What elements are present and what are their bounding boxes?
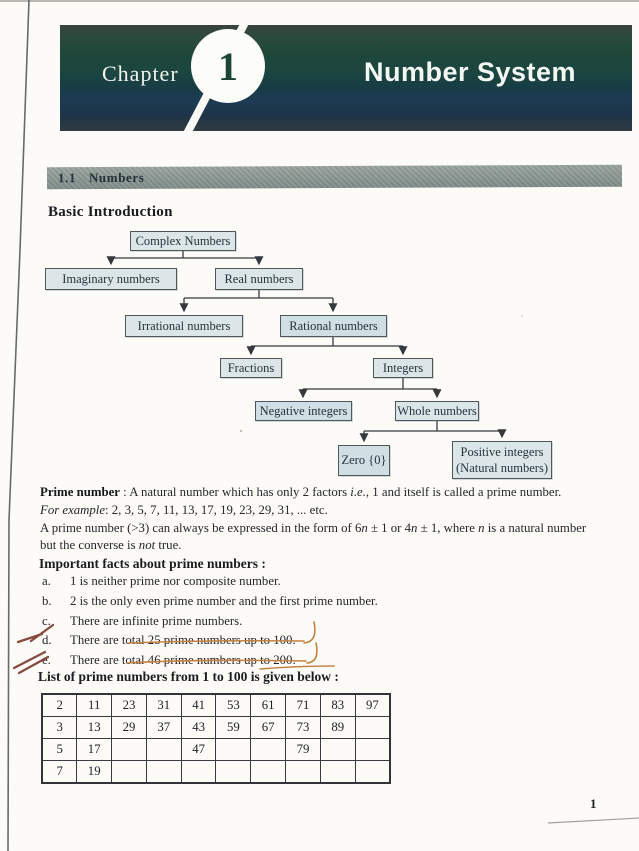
prime-cell: 89 xyxy=(320,717,355,739)
prime-cell xyxy=(355,717,390,739)
prime-cell: 43 xyxy=(181,717,216,739)
prime-cell xyxy=(146,761,181,784)
prime-cell: 23 xyxy=(112,694,147,717)
fact-text: There are total 25 prime numbers up to 100. xyxy=(70,633,296,648)
paragraph-text: is a natural number xyxy=(484,520,587,535)
fact-letter: b. xyxy=(42,593,52,608)
prime-cell: 7 xyxy=(42,761,77,784)
fact-letter: a. xyxy=(42,574,51,588)
paragraph-text: : 2, 3, 5, 7, 11, 13, 17, 19, 23, 29, 31, ... etc. xyxy=(105,502,328,517)
prime-cell xyxy=(355,739,390,761)
fact-letter: c. xyxy=(42,613,51,628)
prime-cell: 53 xyxy=(216,694,251,717)
prime-cell: 17 xyxy=(77,739,112,761)
tree-node-negative-integers: Negative integers xyxy=(255,401,352,421)
tree-node-integers: Integers xyxy=(373,358,433,378)
table-row xyxy=(42,761,390,784)
tree-node-positive-line1: Positive integers xyxy=(460,444,544,459)
prime-cell xyxy=(320,761,355,784)
prime-cell: 13 xyxy=(77,717,112,739)
prime-cell xyxy=(112,739,147,761)
prime-cell xyxy=(286,761,321,784)
prime-cell: 37 xyxy=(146,717,181,739)
paragraph-text: : A natural number which has only 2 factors xyxy=(119,485,351,499)
section-bar xyxy=(47,165,622,190)
prime-numbers-table xyxy=(41,693,391,784)
table-row xyxy=(42,717,390,739)
prime-cell: 79 xyxy=(286,739,321,761)
table-row xyxy=(42,694,390,717)
tree-node-irrational-numbers: Irrational numbers xyxy=(125,315,243,337)
chapter-header-band xyxy=(60,25,632,131)
prime-cell: 31 xyxy=(146,694,181,717)
for-example-label: For example xyxy=(40,502,106,517)
prime-number-term: Prime number xyxy=(40,485,120,499)
prime-cell: 67 xyxy=(251,717,286,739)
fact-text: There are total 46 prime numbers up to 200. xyxy=(70,653,296,668)
tree-node-rational-numbers: Rational numbers xyxy=(280,315,387,337)
prime-cell xyxy=(251,739,286,761)
prime-cell: 19 xyxy=(77,761,112,784)
prime-cell xyxy=(216,739,251,761)
paragraph-text: but the converse is xyxy=(40,538,139,553)
footer-rule-line xyxy=(548,818,639,823)
scan-speck xyxy=(521,315,523,317)
prime-cell: 3 xyxy=(42,717,77,739)
prime-cell: 5 xyxy=(42,739,77,761)
fact-letter: e. xyxy=(42,653,51,668)
chapter-number: 1 xyxy=(218,43,238,89)
fact-item-a xyxy=(42,572,378,592)
prime-cell: 41 xyxy=(181,694,216,717)
variable-n: n xyxy=(411,520,418,535)
fact-text: There are infinite prime numbers. xyxy=(70,613,243,628)
fact-text: 1 is neither prime nor composite number. xyxy=(70,574,281,588)
fact-item-e xyxy=(42,651,378,671)
page-number: 1 xyxy=(590,796,597,811)
fact-item-b xyxy=(42,592,378,612)
chapter-label: Chapter xyxy=(102,61,179,86)
prime-cell xyxy=(112,761,147,784)
tree-node-imaginary-numbers: Imaginary numbers xyxy=(45,268,177,290)
paragraph-text: A prime number (>3) can always be expressed in the form of 6 xyxy=(40,520,362,535)
tree-node-positive-line2: (Natural numbers) xyxy=(456,461,548,475)
paragraph-text: 1 and itself is called a prime number. xyxy=(369,485,562,499)
prime-cell xyxy=(355,761,390,784)
prime-number-paragraph xyxy=(40,484,632,555)
prime-cell: 97 xyxy=(355,694,390,717)
scan-speck xyxy=(240,430,242,432)
chapter-title: Number System xyxy=(363,57,577,87)
prime-cell xyxy=(320,739,355,761)
paragraph-line xyxy=(40,502,632,520)
prime-cell xyxy=(181,761,216,784)
tree-node-real-numbers: Real numbers xyxy=(215,268,303,290)
scan-left-edge-line xyxy=(8,0,29,851)
prime-cell xyxy=(146,739,181,761)
prime-cell: 73 xyxy=(286,717,321,739)
paragraph-text-italic: not xyxy=(138,538,156,553)
prime-cell: 2 xyxy=(42,694,77,717)
prime-cell xyxy=(251,761,286,784)
paragraph-line xyxy=(40,520,632,538)
paragraph-line xyxy=(40,537,632,555)
basic-introduction-heading: Basic Introduction xyxy=(48,204,173,220)
prime-cell xyxy=(216,761,251,784)
important-facts-heading: Important facts about prime numbers : xyxy=(39,556,266,571)
prime-cell: 29 xyxy=(112,717,147,739)
fact-item-d xyxy=(42,631,378,651)
table-row xyxy=(42,739,390,761)
paragraph-text-italic: i.e., xyxy=(350,485,370,499)
prime-cell: 61 xyxy=(251,694,286,717)
paragraph-line xyxy=(40,484,632,502)
prime-cell: 11 xyxy=(77,694,112,717)
tree-node-positive-integers xyxy=(452,441,552,479)
fact-item-c xyxy=(42,612,378,632)
prime-cell: 47 xyxy=(181,739,216,761)
tree-node-complex-numbers: Complex Numbers xyxy=(130,231,236,251)
section-title: Numbers xyxy=(88,169,145,186)
tree-node-fractions: Fractions xyxy=(220,358,282,378)
tree-node-whole-numbers: Whole numbers xyxy=(395,401,479,421)
tree-node-zero: Zero {0} xyxy=(338,445,390,476)
paragraph-text: ± 1, where xyxy=(417,520,479,535)
variable-n: n xyxy=(478,520,485,535)
fact-text: 2 is the only even prime number and the first prime number. xyxy=(70,593,378,608)
variable-n: n xyxy=(361,520,368,535)
section-number: 1.1 xyxy=(57,170,77,186)
prime-table-heading: List of prime numbers from 1 to 100 is given below : xyxy=(38,669,339,684)
chapter-number-badge xyxy=(191,29,265,103)
paragraph-text: ± 1 or 4 xyxy=(367,520,412,535)
fact-letter: d. xyxy=(42,633,52,648)
paragraph-text: true. xyxy=(155,538,182,553)
prime-cell: 59 xyxy=(216,717,251,739)
prime-cell: 71 xyxy=(286,694,321,717)
prime-cell: 83 xyxy=(320,694,355,717)
facts-list xyxy=(42,572,378,671)
